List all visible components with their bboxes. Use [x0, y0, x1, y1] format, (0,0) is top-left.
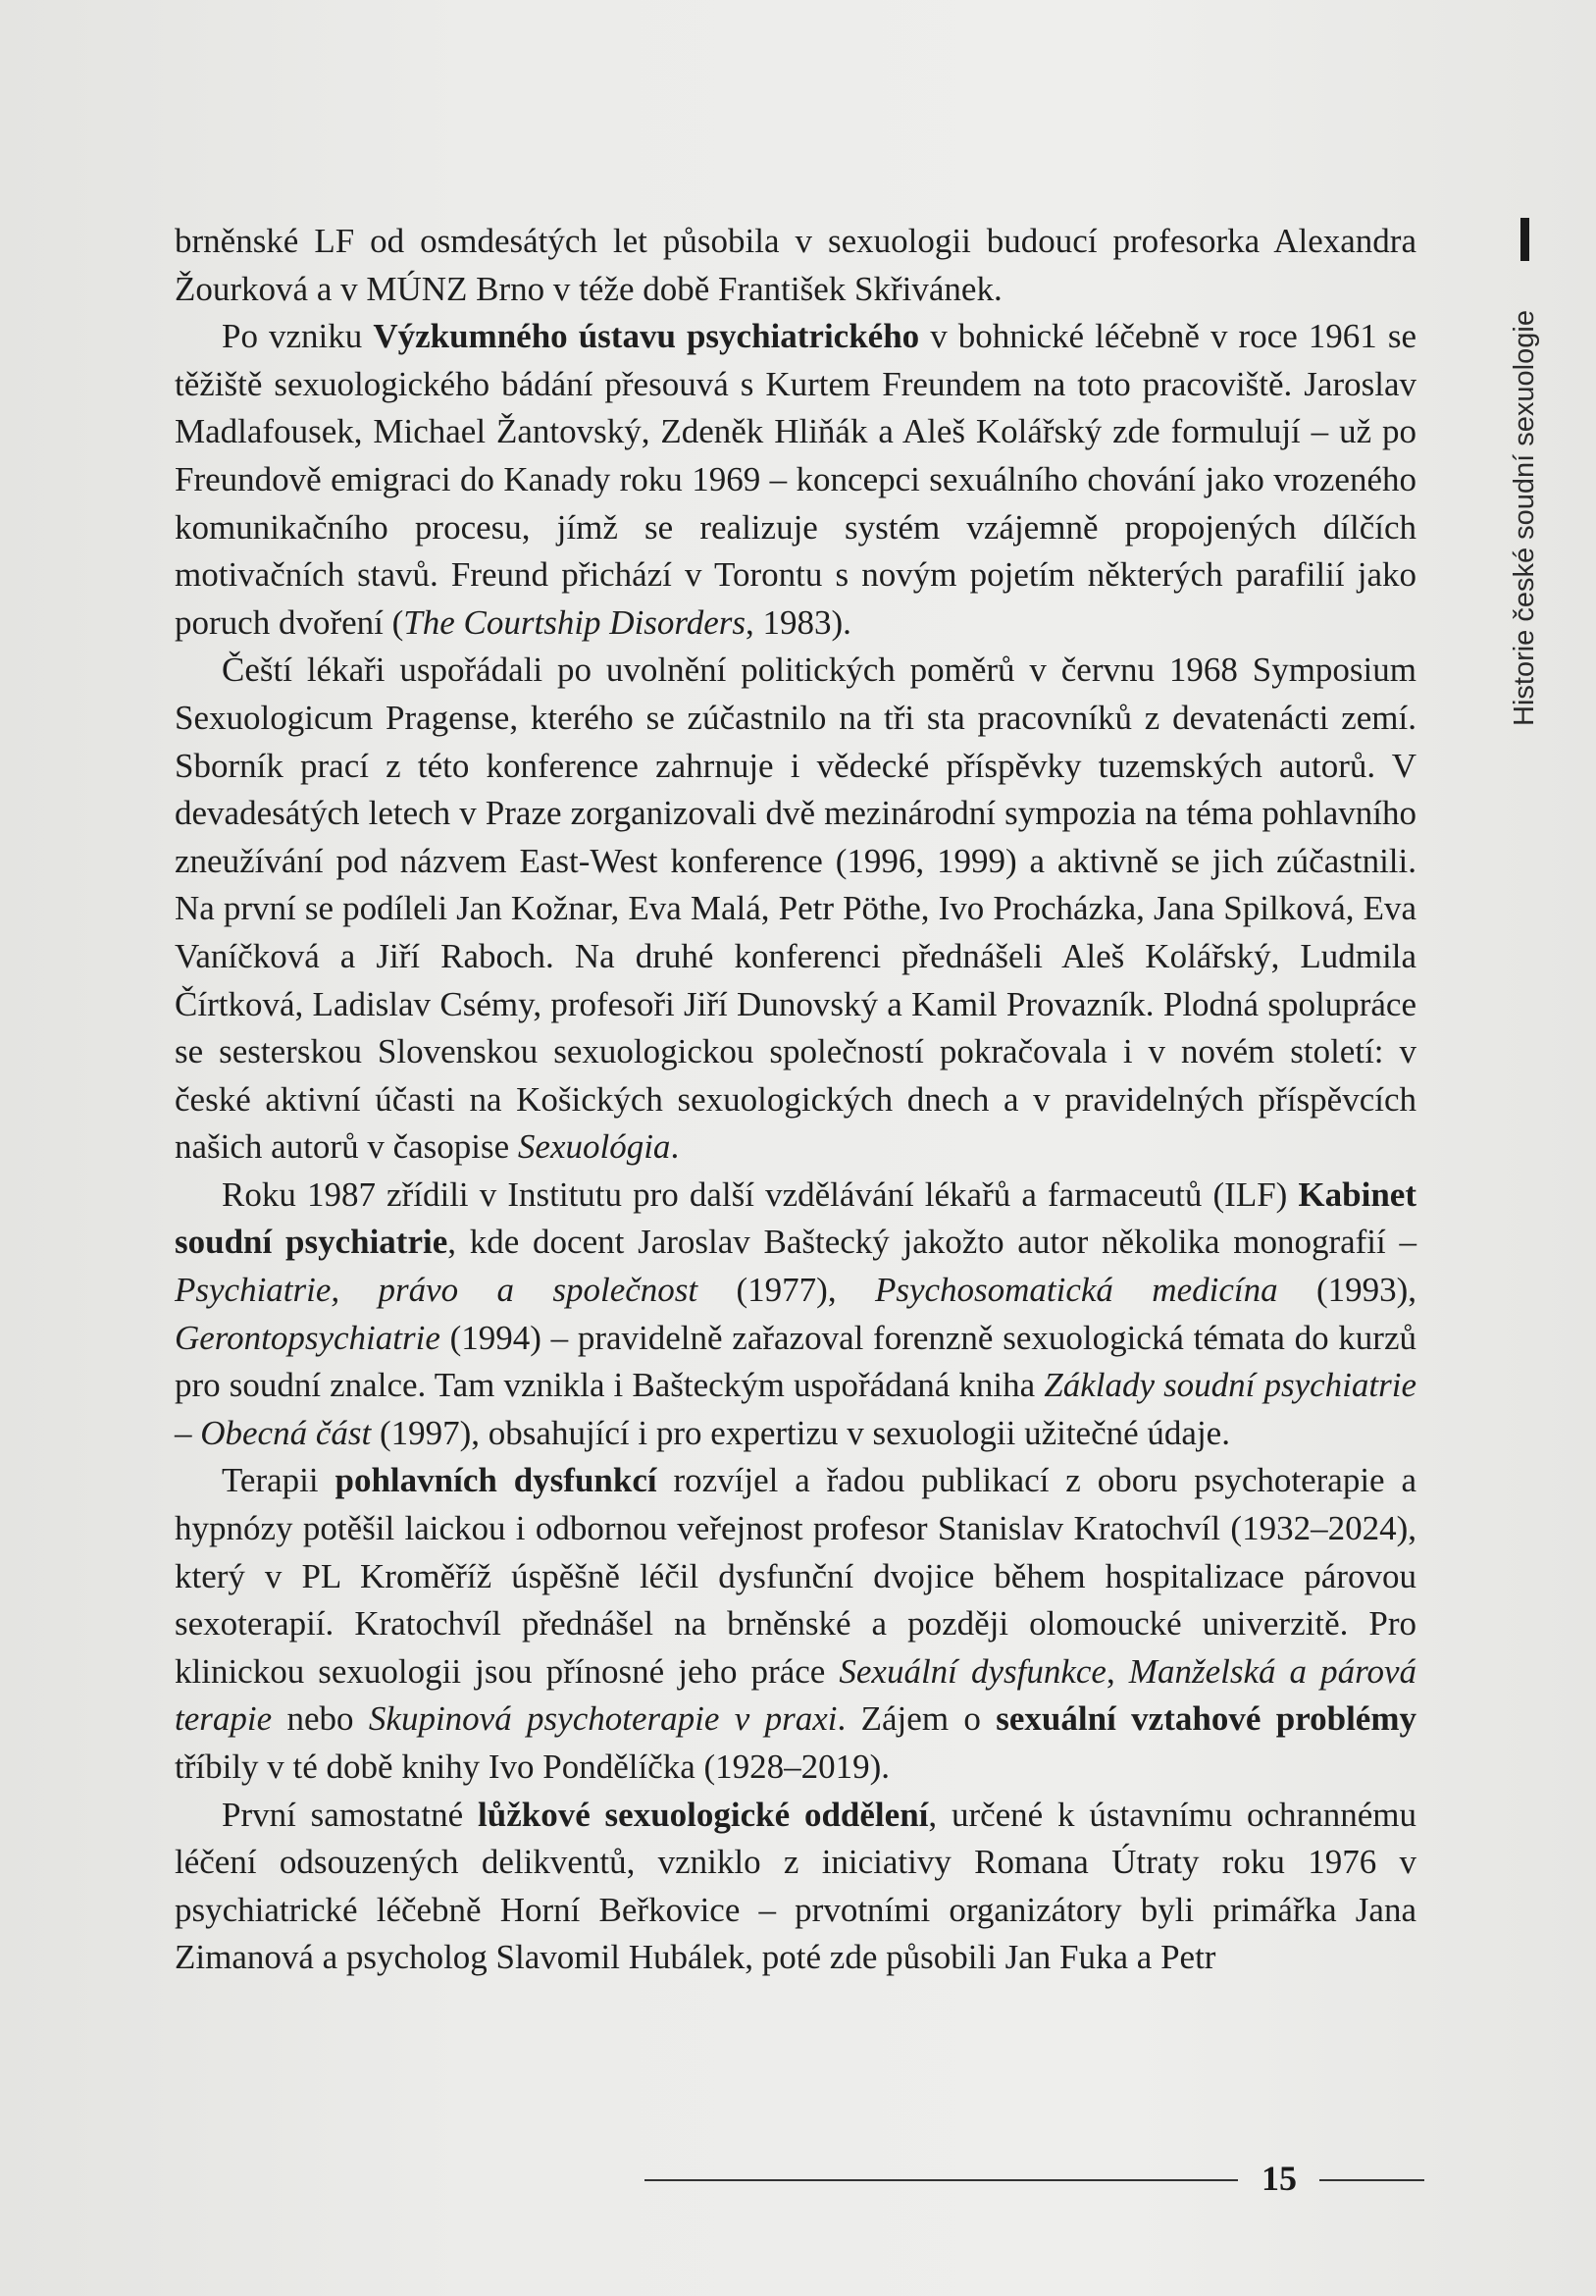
- paragraph-3: Čeští lékaři uspořádali po uvolnění politických poměrů v červnu 1968 Symposium Sexuologicum Pragense, kterého se zúčastnilo na tři sta pracovníků z devatenácti zemí. Sborník prací z této konference zahrnuje i vědecké příspěvky tuzemských autorů. V devadesátých letech v Praze zorganizovali dvě mezinárodní sympozia na téma pohlavního zneužívání pod názvem East-West konference (1996, 1999) a aktivně se jich zúčastnili. Na první se podíleli Jan Kožnar, Eva Malá, Petr Pöthe, Ivo Procházka, Jana Spilková, Eva Vaníčková a Jiří Raboch. Na druhé konferenci přednášeli Aleš Kolářský, Ludmila Čírtková, Ladislav Csémy, profesoři Jiří Dunovský a Kamil Provazník. Plodná spolupráce se sesterskou Slovenskou sexuologickou společností pokračovala i v novém století: v české aktivní účasti na Košických sexuologických dnech a v pravidelných příspěvcích našich autorů v časopise Sexuológia.: [175, 651, 1416, 1167]
- bold-term: Kabinet soudní psychiatrie: [175, 1174, 1416, 1262]
- italic-title: Sexuológia: [517, 1127, 671, 1167]
- paragraph-1: brněnské LF od osmdesátých let působila v sexuologii budoucí profesorka Alexandra Žourková a v MÚNZ Brno v téže době František Skřivánek.: [175, 222, 1416, 308]
- bold-term: Výzkumného ústavu psychiatrického: [373, 317, 920, 356]
- italic-title: Skupinová psychoterapie v praxi: [368, 1699, 838, 1739]
- italic-title: Základy soudní psychiatrie – Obecná část: [175, 1366, 1417, 1452]
- section-tab-marker: [1520, 218, 1529, 261]
- italic-title: Gerontopsychiatrie: [175, 1318, 440, 1357]
- bold-term: lůžkové sexuologické oddělení: [478, 1795, 929, 1834]
- italic-title: The Courtship Disorders: [403, 602, 747, 642]
- running-side-title: Historie české soudní sexuologie: [1509, 310, 1540, 726]
- italic-title: Psychiatrie, právo a společnost: [175, 1271, 698, 1310]
- bold-term: pohlavních dysfunkcí: [335, 1461, 657, 1500]
- italic-title: Manželská a párová terapie: [175, 1651, 1416, 1739]
- paragraph-4: Roku 1987 zřídili v Institutu pro další vzdělávání lékařů a farmaceutů (ILF) Kabinet soudní psychiatrie, kde docent Jaroslav Baštecký jakožto autor několika monografií – Psychiatrie, právo a společnost (1977), Psychosomatická medicína (1993), Gerontopsychiatrie (1994) – pravidelně zařazoval forenzně sexuologická témata do kurzů pro soudní znalce. Tam vznikla i Bašteckým uspořádaná kniha Základy soudní psychiatrie – Obecná část (1997), obsahující i pro expertizu v sexuologii užitečné údaje.: [175, 1174, 1417, 1452]
- footer-rule-right: [1319, 2179, 1424, 2181]
- paragraph-6: První samostatné lůžkové sexuologické oddělení, určené k ústavnímu ochrannému léčení odsouzených delikventů, vzniklo z iniciativy Romana Útraty roku 1976 v psychiatrické léčebně Horní Beřkovice – prvotními organizátory byli primářka Jana Zimanová a psycholog Slavomil Hubálek, poté zde působili Jan Fuka a Petr: [175, 1795, 1416, 1977]
- page-number: 15: [1261, 2159, 1297, 2198]
- paragraph-2: Po vzniku Výzkumného ústavu psychiatrického v bohnické léčebně v roce 1961 se těžiště sexuologického bádání přesouvá s Kurtem Freundem na toto pracoviště. Jaroslav Madlafousek, Michael Žantovský, Zdeněk Hliňák a Aleš Kolářský zde formulují – už po Freundově emigraci do Kanady roku 1969 – koncepci sexuálního chování jako vrozeného komunikačního procesu, jímž se realizuje systém vzájemně propojených dílčích motivačních stavů. Freund přichází v Torontu s novým pojetím některých parafilií jako poruch dvoření (The Courtship Disorders, 1983).: [175, 317, 1416, 642]
- italic-title: Psychosomatická medicína: [874, 1271, 1278, 1310]
- italic-title: Sexuální dysfunkce: [839, 1651, 1107, 1691]
- body-text: [175, 218, 1416, 1982]
- paragraph-5: Terapii pohlavních dysfunkcí rozvíjel a řadou publikací z oboru psychoterapie a hypnózy potěšil laickou i odbornou veřejnost profesor Stanislav Kratochvíl (1932–2024), který v PL Kroměříž úspěšně léčil dysfunční dvojice během hospitalizace párovou sexoterapií. Kratochvíl přednášel na brněnské a později olomoucké univerzitě. Pro klinickou sexuologii jsou přínosné jeho práce Sexuální dysfunkce, Manželská a párová terapie nebo Skupinová psychoterapie v praxi. Zájem o sexuální vztahové problémy tříbily v té době knihy Ivo Pondělíčka (1928–2019).: [175, 1461, 1416, 1786]
- bold-term: sexuální vztahové problémy: [996, 1699, 1416, 1739]
- footer-rule-left: [644, 2179, 1238, 2181]
